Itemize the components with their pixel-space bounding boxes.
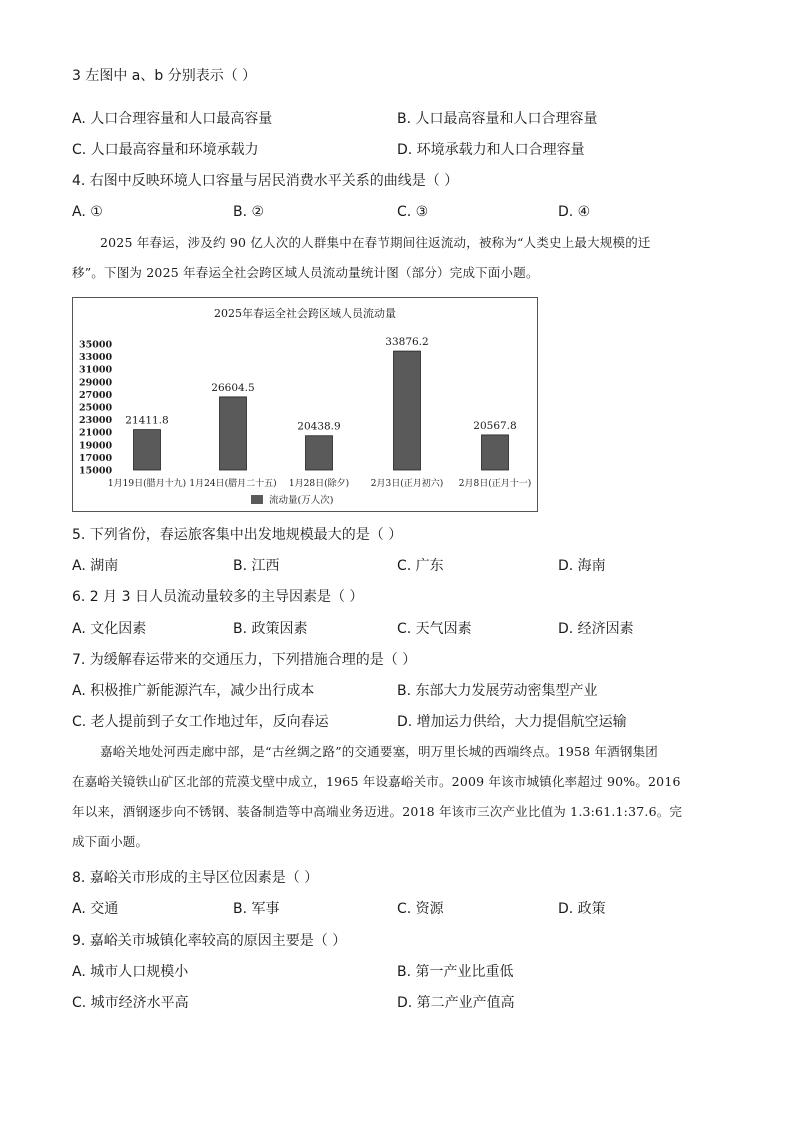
question-4-option-b: B. ② — [233, 204, 265, 220]
passage-1-line-1: 2025 年春运，涉及约 90 亿人次的人群集中在春节期间往返流动，被称为“人类史上最大规模的迁 — [100, 235, 651, 250]
x-tick-label: 2月3日(正月初六) — [370, 479, 444, 489]
x-tick-label: 1月24日(腊月二十五) — [189, 479, 277, 489]
bar — [306, 436, 333, 470]
question-3-option-d: D. 环境承载力和人口合理容量 — [397, 142, 585, 158]
y-tick-label: 33000 — [79, 352, 113, 364]
y-tick-label: 21000 — [79, 427, 113, 439]
question-8-option-b: B. 军事 — [233, 901, 280, 917]
y-tick-label: 25000 — [79, 402, 113, 414]
passage-1-line-2: 移”。下图为 2025 年春运全社会跨区域人员流动量统计图（部分）完成下面小题。 — [72, 265, 539, 280]
question-4-option-d: D. ④ — [558, 204, 591, 220]
chart-legend — [251, 494, 333, 506]
legend-label: 流动量(万人次) — [269, 495, 334, 506]
question-4-stem: 4. 右图中反映环境人口容量与居民消费水平关系的曲线是（ ） — [72, 173, 459, 189]
bar-data-label: 26604.5 — [211, 381, 255, 394]
y-tick-label: 27000 — [79, 389, 113, 401]
question-9-option-a: A. 城市人口规模小 — [72, 964, 189, 980]
y-tick-label: 35000 — [79, 339, 113, 351]
question-6-option-d: D. 经济因素 — [558, 621, 634, 637]
question-5-option-b: B. 江西 — [233, 558, 280, 574]
chart-canvas — [73, 298, 537, 511]
y-tick-label: 15000 — [79, 465, 113, 477]
legend-swatch — [251, 495, 263, 504]
question-8-option-c: C. 资源 — [397, 901, 444, 917]
question-9-option-b: B. 第一产业比重低 — [397, 964, 514, 980]
question-7-option-b: B. 东部大力发展劳动密集型产业 — [397, 683, 598, 699]
question-5-option-d: D. 海南 — [558, 558, 606, 574]
x-axis-labels — [108, 477, 531, 489]
y-tick-label: 23000 — [79, 415, 113, 427]
question-8-stem: 8. 嘉峪关市形成的主导区位因素是（ ） — [72, 870, 319, 886]
question-9-option-d: D. 第二产业产值高 — [397, 995, 515, 1011]
question-4-option-a: A. ① — [72, 204, 103, 220]
question-9-stem: 9. 嘉峪关市城镇化率较高的原因主要是（ ） — [72, 933, 347, 949]
question-7-option-a: A. 积极推广新能源汽车，减少出行成本 — [72, 683, 315, 699]
question-7-option-d: D. 增加运力供给，大力提倡航空运输 — [397, 714, 627, 730]
bar-data-label: 20438.9 — [297, 420, 341, 433]
chart-title: 2025年春运全社会跨区域人员流动量 — [214, 307, 396, 320]
passage-spring-festival — [72, 228, 722, 288]
bar — [394, 351, 421, 470]
passage-2-line-2: 在嘉峪关镜铁山矿区北部的荒漠戈壁中成立，1965 年设嘉峪关市。2009 年该市城镇化率超过 90%。2016 — [72, 774, 681, 789]
bar — [220, 397, 247, 470]
bar-chart-migration — [72, 297, 538, 512]
y-tick-label: 29000 — [79, 377, 113, 389]
question-5-option-a: A. 湖南 — [72, 558, 119, 574]
question-6-option-b: B. 政策因素 — [233, 621, 308, 637]
question-5-option-c: C. 广东 — [397, 558, 444, 574]
passage-2-line-4: 成下面小题。 — [72, 834, 149, 849]
bar-data-label: 21411.8 — [125, 414, 169, 427]
x-tick-label: 1月19日(腊月十九) — [107, 479, 187, 489]
x-tick-label: 1月28日(除夕) — [288, 479, 350, 489]
question-8-option-d: D. 政策 — [558, 901, 606, 917]
question-7-option-c: C. 老人提前到子女工作地过年，反向春运 — [72, 714, 329, 730]
chart-bars — [125, 336, 516, 470]
y-tick-label: 31000 — [79, 364, 113, 376]
question-5-stem: 5. 下列省份，春运旅客集中出发地规模最大的是（ ） — [72, 527, 403, 543]
y-tick-label: 17000 — [79, 452, 113, 464]
bar-data-label: 20567.8 — [473, 419, 517, 432]
question-3-option-c: C. 人口最高容量和环境承载力 — [72, 142, 259, 158]
passage-jiayuguan — [72, 737, 722, 857]
question-3-stem: 3 左图中 a、b 分别表示（ ） — [72, 68, 257, 84]
question-6-option-a: A. 文化因素 — [72, 621, 147, 637]
x-tick-label: 2月8日(正月十一) — [458, 479, 532, 489]
question-8-option-a: A. 交通 — [72, 901, 119, 917]
bar — [482, 435, 509, 470]
question-9-option-c: C. 城市经济水平高 — [72, 995, 189, 1011]
y-tick-label: 19000 — [79, 440, 113, 452]
question-6-option-c: C. 天气因素 — [397, 621, 472, 637]
passage-2-line-3: 年以来，酒钢逐步向不锈钢、装备制造等中高端业务迈进。2018 年该市三次产业比值为 1.3:61.1:37.6。完 — [72, 804, 683, 819]
question-7-stem: 7. 为缓解春运带来的交通压力，下列措施合理的是（ ） — [72, 652, 417, 668]
bar-data-label: 33876.2 — [385, 336, 429, 349]
bar — [134, 430, 161, 470]
question-3-option-a: A. 人口合理容量和人口最高容量 — [72, 111, 273, 127]
question-4-option-c: C. ③ — [397, 204, 429, 220]
passage-2-line-1: 嘉峪关地处河西走廊中部，是“古丝绸之路”的交通要塞，明万里长城的西端终点。1958 年酒钢集团 — [100, 744, 658, 759]
question-6-stem: 6. 2 月 3 日人员流动量较多的主导因素是（ ） — [72, 589, 364, 605]
question-3-option-b: B. 人口最高容量和人口合理容量 — [397, 111, 598, 127]
y-axis-ticks — [79, 340, 112, 477]
